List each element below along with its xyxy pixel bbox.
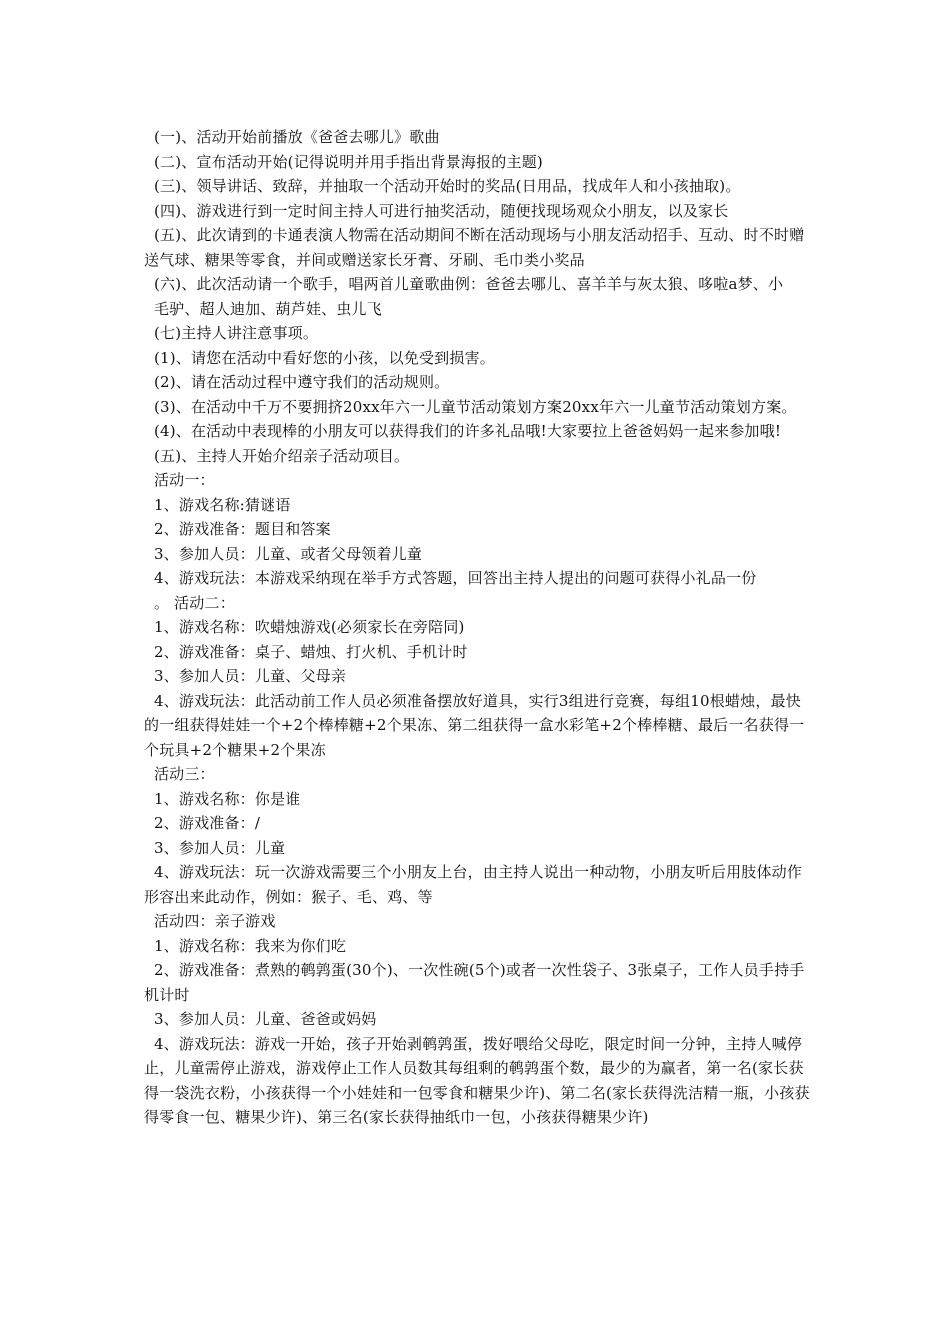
paragraph-line: (4)、在活动中表现棒的小朋友可以获得我们的许多礼品哦!大家要拉上爸爸妈妈一起来参加哦! [144,422,782,440]
paragraph-line: 4、游戏玩法：本游戏采纳现在举手方式答题，回答出主持人提出的问题可获得小礼品一份 [144,569,757,587]
paragraph-line: 4、游戏玩法：此活动前工作人员必须准备摆放好道具，实行3组进行竞赛，每组10根蜡烛，最快的一组获得娃娃一个+2个棒棒糖+2个果冻、第二组获得一盒水彩笔+2个棒棒糖、最后一名获得一个玩具+2个糖果+2个果冻 [144,691,805,759]
paragraph-line: 2、游戏准备：桌子、蜡烛、打火机、手机计时 [144,642,468,661]
paragraph-line: (七)主持人讲注意事项。 [144,324,319,342]
paragraph-line: 3、参加人员：儿童、或者父母领着儿童 [144,544,423,563]
paragraph-line: 毛驴、超人迪加、葫芦娃、虫儿飞 [144,299,382,318]
paragraph-line: (四)、游戏进行到一定时间主持人可进行抽奖活动，随便找现场观众小朋友，以及家长 [144,201,729,220]
paragraph-line: 2、游戏准备：/ [144,814,261,832]
paragraph-line: (2)、请在活动过程中遵守我们的活动规则。 [144,373,450,391]
paragraph-line: 3、参加人员：儿童、父母亲 [144,667,347,685]
paragraph-line: 1、游戏名称:猜谜语 [144,495,291,514]
paragraph-line: 活动三： [144,765,215,783]
paragraph-line: (一)、活动开始前播放《爸爸去哪儿》歌曲 [144,128,440,146]
document-body [144,125,812,1130]
paragraph-line: 活动一： [144,471,215,489]
paragraph-line: (六)、此次活动请一个歌手，唱两首儿童歌曲例：爸爸去哪儿、喜羊羊与灰太狼、哆啦a梦、小 [144,275,784,293]
paragraph-line: 1、游戏名称：吹蜡烛游戏(必须家长在旁陪同) [144,618,465,636]
paragraph-line: 2、游戏准备：题目和答案 [144,520,331,538]
paragraph-line: 1、游戏名称：你是谁 [144,789,301,808]
paragraph-line: (五)、此次请到的卡通表演人物需在活动期间不断在活动现场与小朋友活动招手、互动、时不时赠送气球、糖果等零食，并间或赠送家长牙膏、牙刷、毛巾类小奖品 [144,226,805,269]
paragraph-line: (五)、主持人开始介绍亲子活动项目。 [144,446,410,465]
paragraph-line: 1、游戏名称：我来为你们吃 [144,936,347,955]
paragraph-line: 2、游戏准备：煮熟的鹌鹑蛋(30个)、一次性碗(5个)或者一次性袋子、3张桌子，工作人员手持手机计时 [144,961,805,1004]
paragraph-line: 活动四：亲子游戏 [144,912,276,930]
paragraph-line: 3、参加人员：儿童、爸爸或妈妈 [144,1010,377,1028]
paragraph-line: (1)、请您在活动中看好您的小孩，以免受到损害。 [144,348,495,367]
paragraph-line: 4、游戏玩法：玩一次游戏需要三个小朋友上台，由主持人说出一种动物，小朋友听后用肢体动作形容出来此动作，例如：猴子、毛、鸡、等 [144,863,803,906]
paragraph-line: 。 活动二： [144,593,235,612]
paragraph-line: (3)、在活动中千万不要拥挤20xx年六一儿童节活动策划方案20xx年六一儿童节活动策划方案。 [144,397,797,416]
paragraph-line: (三)、领导讲话、致辞，并抽取一个活动开始时的奖品(日用品，找成年人和小孩抽取)。 [144,177,741,195]
paragraph-line: (二)、宣布活动开始(记得说明并用手指出背景海报的主题) [144,152,543,171]
paragraph-line: 4、游戏玩法：游戏一开始，孩子开始剥鹌鹑蛋，拨好喂给父母吃，限定时间一分钟，主持人喊停止，儿童需停止游戏，游戏停止工作人员数其每组剩的鹌鹑蛋个数，最少的为赢者，第一名(家长获得一袋洗衣粉，小孩获得一个小娃娃和一包零食和糖果少许)、第二名(家长获得洗洁精一瓶，小孩获得零食一包、糖果少许)、第三名(家长获得抽纸巾一包，小孩获得糖果少许) [144,1034,810,1126]
paragraph-line: 3、参加人员：儿童 [144,838,286,857]
